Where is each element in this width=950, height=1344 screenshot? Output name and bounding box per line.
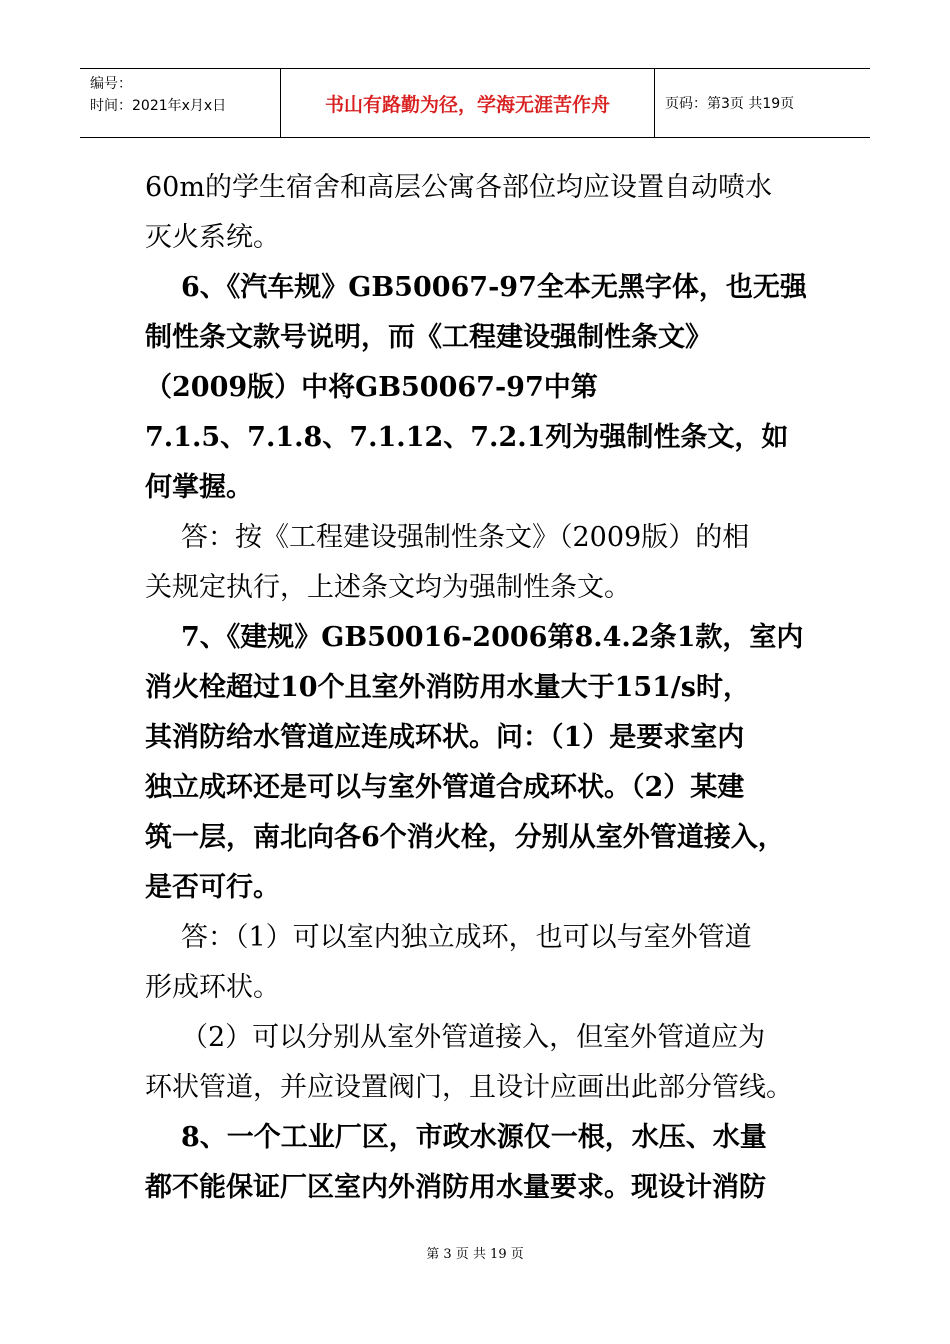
question-line: 8、一个工业厂区，市政水源仅一根，水压、水量 — [181, 1122, 767, 1153]
header-motto: 书山有路勤为径，学海无涯苦作舟 — [281, 69, 655, 137]
answer-line: 答：（1）可以室内独立成环，也可以与室外管道 — [181, 922, 752, 953]
question-line: 制性条文款号说明，而《工程建设强制性条文》 — [145, 322, 712, 353]
answer-line: 关规定执行，上述条文均为强制性条文。 — [145, 572, 631, 603]
document-number-label: 编号： — [90, 76, 132, 92]
document-body — [145, 163, 825, 1213]
answer-line: 答：按《工程建设强制性条文》（2009版）的相 — [181, 522, 750, 553]
page-footer: 第 3 页 共 19 页 — [426, 1247, 524, 1262]
document-time-label: 时间：2021年x月x日 — [90, 98, 227, 114]
question-line: 独立成环还是可以与室外管道合成环状。（2）某建 — [145, 772, 745, 803]
question-line: 7.1.5、7.1.8、7.1.12、7.2.1列为强制性条文，如 — [145, 422, 789, 453]
question-line: 其消防给水管道应连成环状。问：（1）是要求室内 — [145, 722, 745, 753]
question-line: 是否可行。 — [145, 872, 280, 903]
question-line: 6、《汽车规》GB50067-97全本无黑字体，也无强 — [181, 272, 807, 303]
header-info-cell — [80, 69, 281, 137]
question-line: （2009版）中将GB50067-97中第 — [145, 372, 598, 403]
question-line: 消火栓超过10个且室外消防用水量大于151/s时， — [145, 672, 750, 703]
question-line: 何掌握。 — [145, 472, 253, 503]
answer-line: 环状管道，并应设置阀门，且设计应画出此部分管线。 — [145, 1072, 793, 1103]
question-line: 筑一层，南北向各6个消火栓，分别从室外管道接入， — [145, 822, 785, 853]
question-line: 7、《建规》GB50016-2006第8.4.2条1款，室内 — [181, 622, 804, 653]
answer-line: （2）可以分别从室外管道接入，但室外管道应为 — [181, 1022, 766, 1053]
body-line: 灭火系统。 — [145, 222, 280, 253]
question-line: 都不能保证厂区室内外消防用水量要求。现设计消防 — [145, 1172, 766, 1203]
body-line: 60m的学生宿舍和高层公寓各部位均应设置自动喷水 — [145, 172, 772, 203]
page-header — [80, 68, 870, 138]
header-page-info: 页码：第3页 共19页 — [665, 96, 795, 112]
answer-line: 形成环状。 — [145, 972, 280, 1003]
